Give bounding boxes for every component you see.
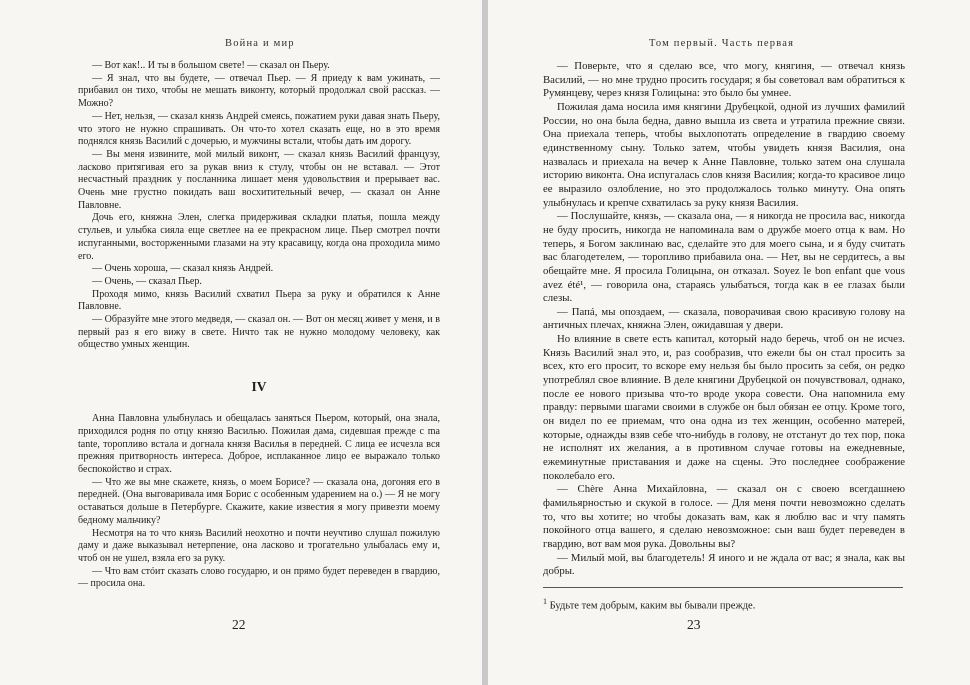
paragraph: — Послушайте, князь, — сказала она, — я никогда не просила вас, никогда не буду просить, никогда не напоминала вам о дружбе моего отца к вам. Но теперь, я Богом заклинаю вас, сделайте это для моего сына, и я буду считать вас благодетелем, — торопливо прибавила она. — Нет, вы не сердитесь, а вы обещайте мне. Я просила Голицына, он отказал. Soyez le bon enfant que vous avez été¹, — говорила она, стараясь улыбаться, тогда как в ее глазах были слезы. bbox=[543, 210, 905, 305]
paragraph: — Нет, нельзя, — сказал князь Андрей смеясь, пожатием руки давая знать Пьеру, что этого не нужно спрашивать. Он что-то хотел сказать еще, но в это время поднялся князь Василий с дочерью, и мужчины встали, чтобы дать им дорогу. bbox=[78, 110, 440, 148]
paragraph: — Вы меня извините, мой милый виконт, — сказал князь Василий французу, ласково притягивая его за рукав вниз к стулу, чтобы он не вставал. — Этот несчастный праздник у посланника лишает меня удовольствия и прерывает вас. Очень мне грустно покидать ваш восхитительный вечер, — сказал он Анне Павловне. bbox=[78, 148, 440, 211]
left-page-text bbox=[78, 60, 440, 591]
page-number-left: 22 bbox=[232, 617, 246, 632]
paragraph: — Что вам стóит сказать слово государю, и он прямо будет переведен в гвардию, — просила она. bbox=[78, 565, 440, 590]
paragraph: — Очень, — сказал Пьер. bbox=[92, 275, 202, 287]
running-head-left: Война и мир bbox=[225, 38, 295, 49]
footnote bbox=[543, 597, 903, 612]
footnote-marker: 1 bbox=[543, 597, 547, 606]
paragraph: — Chère Анна Михайловна, — сказал он с своею всегдашнею фамильярностью и скукой в голосе. — Для меня почти невозможно сделать то, что вы хотите; но чтобы доказать вам, как я люблю вас и чту память покойного отца вашего, я сделаю невозможное: сын ваш будет переведен в гвардию, вот вам моя рука. Довольны вы? bbox=[543, 483, 905, 550]
paragraph: Дочь его, княжна Элен, слегка придерживая складки платья, пошла между стульев, и улыбка сияла еще светлее на ее прекрасном лице. Пьер смотрел почти испуганными, восторженными глазами на эту красавицу, когда она проходила мимо его. bbox=[78, 212, 440, 262]
footnote-text: Будьте тем добрым, каким вы бывали прежде. bbox=[549, 600, 756, 612]
paragraph: Несмотря на то что князь Василий неохотно и почти неучтиво слушал пожилую даму и даже выказывал нетерпение, она ласково и трогательно улыбалась ему и, чтоб он не ушел, взяла его за руку. bbox=[78, 527, 440, 564]
paragraph: Но влияние в свете есть капитал, который надо беречь, чтоб он не исчез. Князь Василий знал это, и, раз сообразив, что ежели бы он стал просить за всех, кто его просит, то вскоре ему нельзя бы было просить за себя, он редко употреблял свое влияние. В деле княгини Друбецкой он почувствовал, однако, после ее нового призыва что-то вроде укора совести. Она напомнила ему правду: первыми шагами своими в службе он был обязан ее отцу. Кроме того, он видел по ее приемам, что она одна из тех женщин, особенно матерей, которые, однажды взяв себе что-нибудь в голову, не отстанут до тех пор, пока не исполнят их желания, а в противном случае готовы на ежедневные, ежеминутные приставания и даже на сцены. Это последнее соображение поколебало его. bbox=[543, 333, 905, 482]
running-head-right: Том первый. Часть первая bbox=[649, 38, 795, 49]
paragraph: — Поверьте, что я сделаю все, что могу, княгиня, — отвечал князь Василий, — но мне трудно просить государя; я бы советовал вам обратиться к Румянцеву, через князя Голицына: это было бы умнее. bbox=[543, 60, 905, 100]
paragraph: Пожилая дама носила имя княгини Друбецкой, одной из лучших фамилий России, но она была бедна, давно вышла из света и утратила прежние связи. Она приехала теперь, чтобы выхлопотать определение в гвардию своему единственному сыну. Только затем, чтобы увидеть князя Василия, она назвалась и приехала на вечер к Анне Павловне, только затем она слушала историю виконта. Она испугалась слов князя Василия; когда-то красивое лицо ее выразило озлобление, но это продолжалось только минуту. Она опять улыбнулась и крепче схватилась за руку князя Василия. bbox=[543, 100, 905, 209]
paragraph: — Милый мой, вы благодетель! Я иного и не ждала от вас; я знала, как вы добры. bbox=[543, 551, 905, 578]
paragraph: — Образуйте мне этого медведя, — сказал он. — Вот он месяц живет у меня, и в первый раз я его вижу в свете. Ничто так не нужно молодому человеку, как общество умных женщин. bbox=[78, 314, 440, 351]
paragraph: Анна Павловна улыбнулась и обещалась заняться Пьером, который, она знала, приходился родня по отцу князю Василью. Пожилая дама, сидевшая прежде с ma tante, торопливо встала и догнала князя Василья в передней. С лица ее исчезла вся прежняя притворность интереса. Доброе, исплаканное лицо ее выражало только беспокойство и страх. bbox=[78, 413, 440, 475]
footnotes bbox=[543, 587, 903, 612]
chapter-title: IV bbox=[251, 379, 267, 395]
left-page bbox=[0, 0, 482, 685]
right-page-text bbox=[543, 60, 905, 579]
paragraph: — Что же вы мне скажете, князь, о моем Борисе? — сказала она, догоняя его в передней. (Она выговаривала имя Борис с особенным ударением на о.) — Я не могу оставаться дольше в Петербурге. Скажите, какие известия я могу привезти моему бедному мальчику? bbox=[78, 476, 440, 526]
page-number-right: 23 bbox=[687, 617, 701, 632]
paragraph: — Вот как!.. И ты в большом свете! — сказал он Пьеру. bbox=[92, 60, 330, 71]
paragraph: — Очень хороша, — сказал князь Андрей. bbox=[92, 263, 274, 275]
right-page bbox=[488, 0, 970, 685]
paragraph: — Я знал, что вы будете, — отвечал Пьер. — Я приеду к вам ужинать, — прибавил он тихо, чтобы не мешать виконту, который продолжал свой рассказ. — Можно? bbox=[78, 72, 440, 110]
paragraph: — Папá, мы опоздаем, — сказала, поворачивая свою красивую голову на античных плечах, княжна Элен, ожидавшая у двери. bbox=[543, 305, 905, 332]
paragraph: Проходя мимо, князь Василий схватил Пьера за руку и обратился к Анне Павловне. bbox=[78, 288, 440, 313]
